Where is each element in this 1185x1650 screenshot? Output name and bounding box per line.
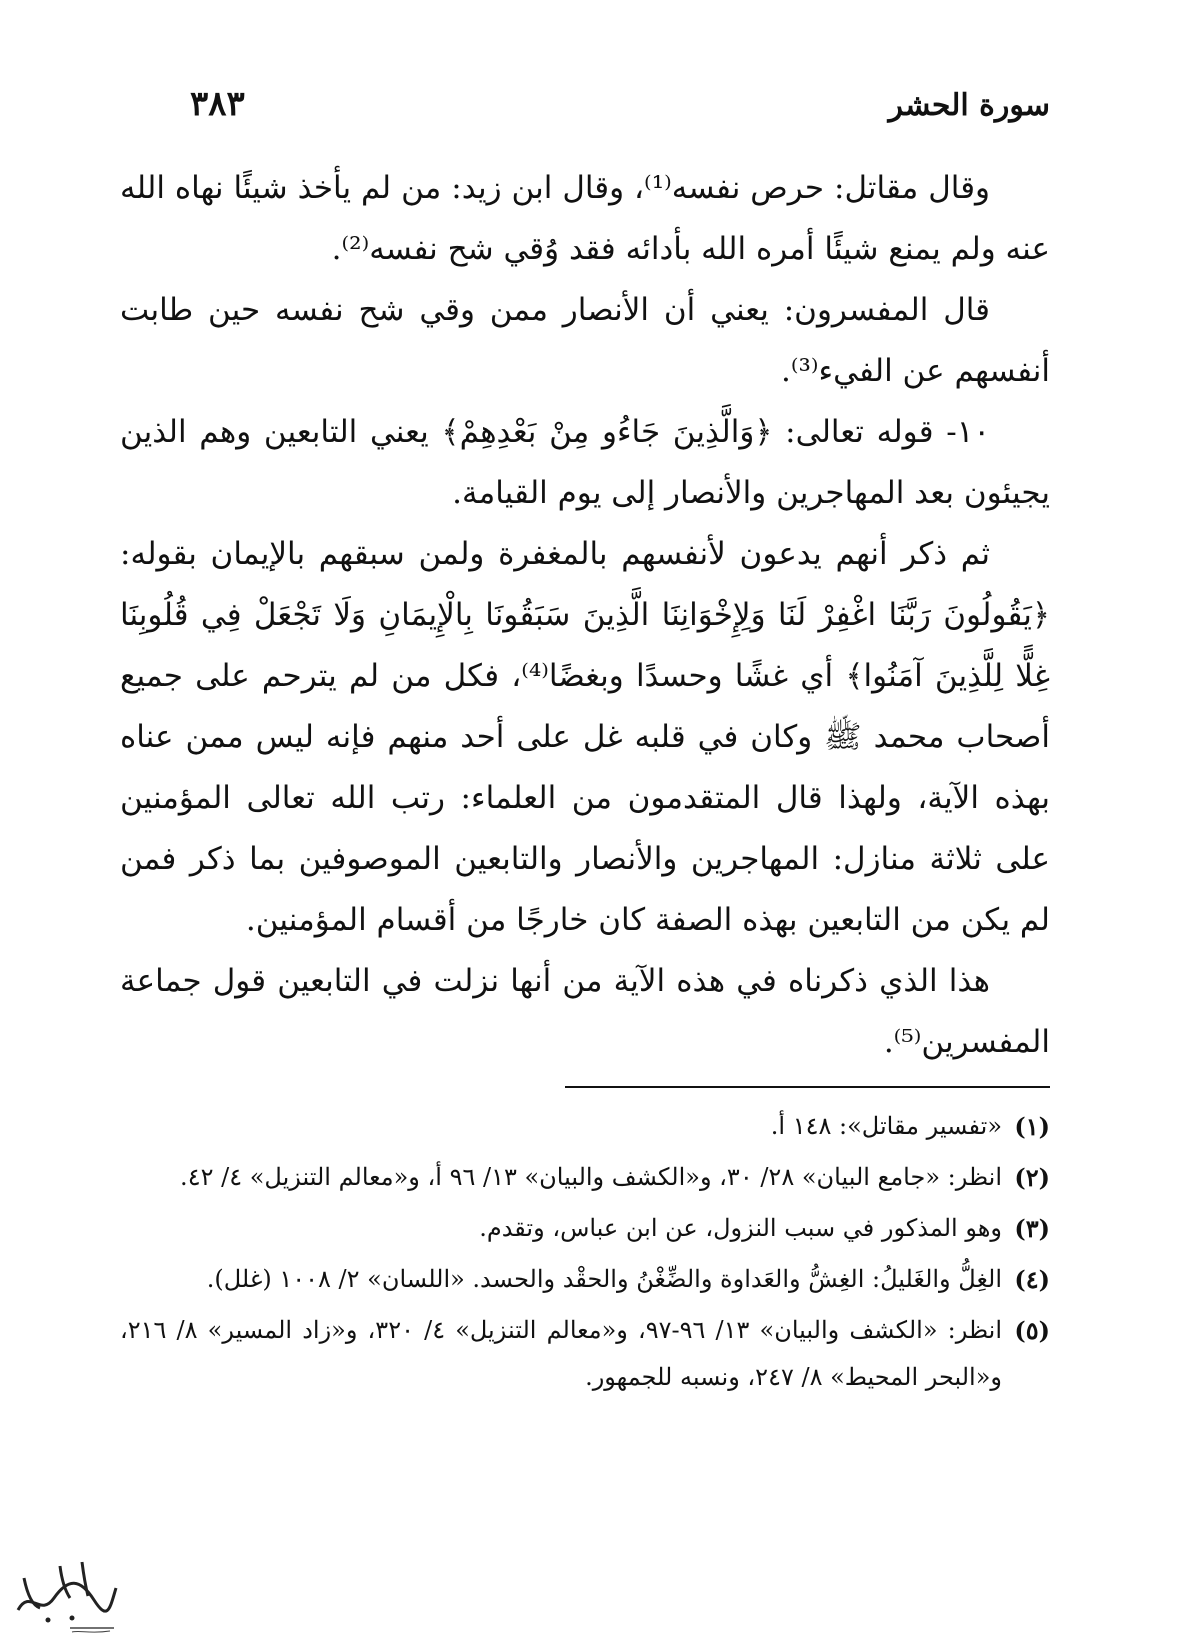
footnote-number: (١) bbox=[1014, 1112, 1050, 1141]
footnote-1 bbox=[120, 1103, 1050, 1150]
footnote-number: (٢) bbox=[1014, 1163, 1050, 1192]
footnotes bbox=[120, 1103, 1050, 1405]
footnote-5 bbox=[120, 1307, 1050, 1401]
footnote-text: انظر: «الكشف والبيان» ١٣/ ٩٦-٩٧، و«معالم التنزيل» ٤/ ٣٢٠، و«زاد المسير» ٨/ ٢١٦، و«البحر المحيط» ٨/ ٢٤٧، ونسبه للجمهور. bbox=[120, 1316, 1002, 1391]
library-stamp-icon bbox=[10, 1548, 122, 1638]
paragraph-muqatil: وقال مقاتل: حرص نفسه⁽¹⁾، وقال ابن زيد: من لم يأخذ شيئًا نهاه الله عنه ولم يمنع شيئًا أمره الله بأدائه فقد وُقي شح نفسه⁽²⁾. bbox=[120, 170, 1050, 267]
footnote-number: (٣) bbox=[1014, 1214, 1050, 1243]
footnote-text: وهو المذكور في سبب النزول، عن ابن عباس، وتقدم. bbox=[479, 1214, 1002, 1242]
surah-title: سورة الحشر bbox=[888, 88, 1050, 123]
paragraph-dua: ثم ذكر أنهم يدعون لأنفسهم بالمغفرة ولمن سبقهم بالإيمان بقوله: ﴿يَقُولُونَ رَبَّنَا اغْفِرْ لَنَا وَلِإِخْوَانِنَا الَّذِينَ سَبَقُونَا بِالْإِيمَانِ وَلَا تَجْعَلْ فِي قُلُوبِنَا غِلًّا لِلَّذِينَ آمَنُوا﴾ أي غشًا وحسدًا وبغضًا⁽⁴⁾، فكل من لم يترحم على جميع أصحاب محمد ﷺ وكان في قلبه غل على أحد منهم فإنه ليس ممن عناه بهذه الآية، ولهذا قال المتقدمون من العلماء: رتب الله تعالى المؤمنين على ثلاثة منازل: المهاجرين والأنصار والتابعين الموصوفين بما ذكر فمن لم يكن من التابعين بهذه الصفة كان خارجًا من أقسام المؤمنين. bbox=[120, 536, 1050, 938]
footnote-text: «تفسير مقاتل»: ١٤٨ أ. bbox=[770, 1112, 1002, 1140]
main-text bbox=[120, 158, 1050, 1073]
footnote-number: (٥) bbox=[1014, 1316, 1050, 1345]
footnote-divider bbox=[565, 1086, 1050, 1088]
page-number: ٣٨٣ bbox=[190, 84, 245, 124]
footnote-number: (٤) bbox=[1014, 1265, 1050, 1294]
footnote-4 bbox=[120, 1256, 1050, 1303]
paragraph-verse-10: ١٠- قوله تعالى: ﴿وَالَّذِينَ جَاءُو مِنْ بَعْدِهِمْ﴾ يعني التابعين وهم الذين يجيئون بعد المهاجرين والأنصار إلى يوم القيامة. bbox=[120, 414, 1050, 511]
footnote-2 bbox=[120, 1154, 1050, 1201]
page-header bbox=[190, 82, 1050, 132]
paragraph-conclusion: هذا الذي ذكرناه في هذه الآية من أنها نزلت في التابعين قول جماعة المفسرين⁽⁵⁾. bbox=[120, 963, 1050, 1060]
paragraph-mufassirun: قال المفسرون: يعني أن الأنصار ممن وقي شح نفسه حين طابت أنفسهم عن الفيء⁽³⁾. bbox=[120, 292, 1050, 389]
footnote-3 bbox=[120, 1205, 1050, 1252]
footnote-text: الغِلُّ والغَليلُ: الغِشُّ والعَداوة والضِّغْنُ والحقْد والحسد. «اللسان» ٢/ ١٠٠٨ (غلل). bbox=[206, 1265, 1002, 1293]
footnote-text: انظر: «جامع البيان» ٢٨/ ٣٠، و«الكشف والبيان» ١٣/ ٩٦ أ، و«معالم التنزيل» ٤/ ٤٢. bbox=[180, 1163, 1002, 1191]
